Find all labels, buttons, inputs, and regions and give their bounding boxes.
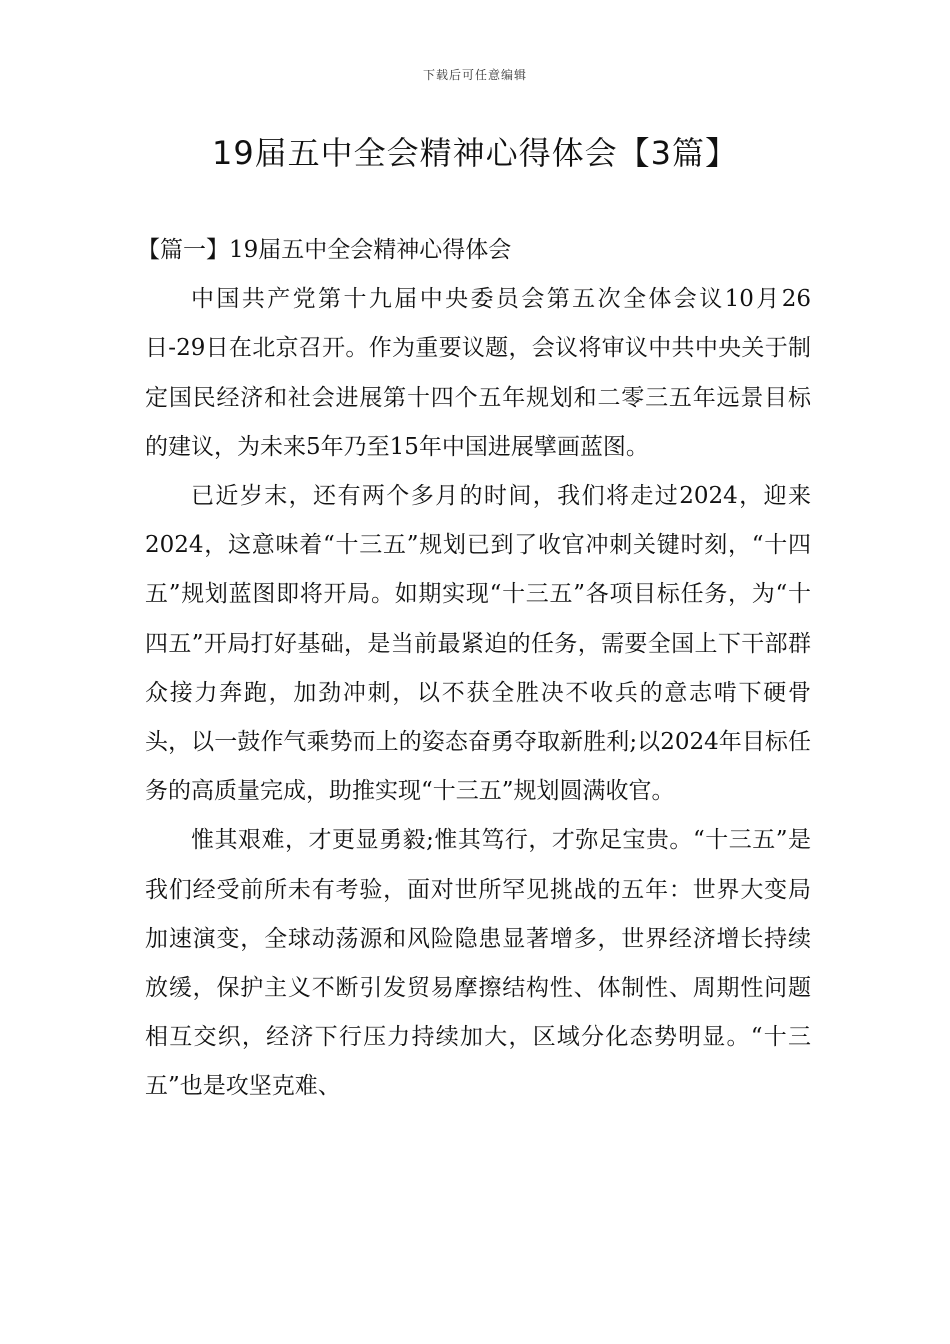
paragraph-1: 中国共产党第十九届中央委员会第五次全体会议10月26日-29日在北京召开。作为重要议题，会议将审议中共中央关于制定国民经济和社会进展第十四个五年规划和二零三五年远景目标的建议，为未来5年乃至15年中国进展擘画蓝图。 [145,286,811,460]
document-body [137,226,811,1112]
document-title: 19届五中全会精神心得体会【3篇】 [211,134,739,172]
header-note: 下载后可任意编辑 [422,68,527,82]
paragraph-2: 已近岁末，还有两个多月的时间，我们将走过2024，迎来2024，这意味着“十三五”规划已到了收官冲刺关键时刻，“十四五”规划蓝图即将开局。如期实现“十三五”各项目标任务，为“十四五”开局打好基础，是当前最紧迫的任务，需要全国上下干部群众接力奔跑，加劲冲刺，以不获全胜决不收兵的意志啃下硬骨头，以一鼓作气乘势而上的姿态奋勇夺取新胜利;以2024年目标任务的高质量完成，助推实现“十三五”规划圆满收官。 [145,483,811,805]
paragraph-3: 惟其艰难，才更显勇毅;惟其笃行，才弥足宝贵。“十三五”是我们经受前所未有考验，面对世所罕见挑战的五年：世界大变局加速演变，全球动荡源和风险隐患显著增多，世界经济增长持续放缓，保护主义不断引发贸易摩擦结构性、体制性、周期性问题相互交织，经济下行压力持续加大，区域分化态势明显。“十三五”也是攻坚克难、 [145,827,811,1100]
section-heading: 【篇一】19届五中全会精神心得体会 [137,237,512,263]
